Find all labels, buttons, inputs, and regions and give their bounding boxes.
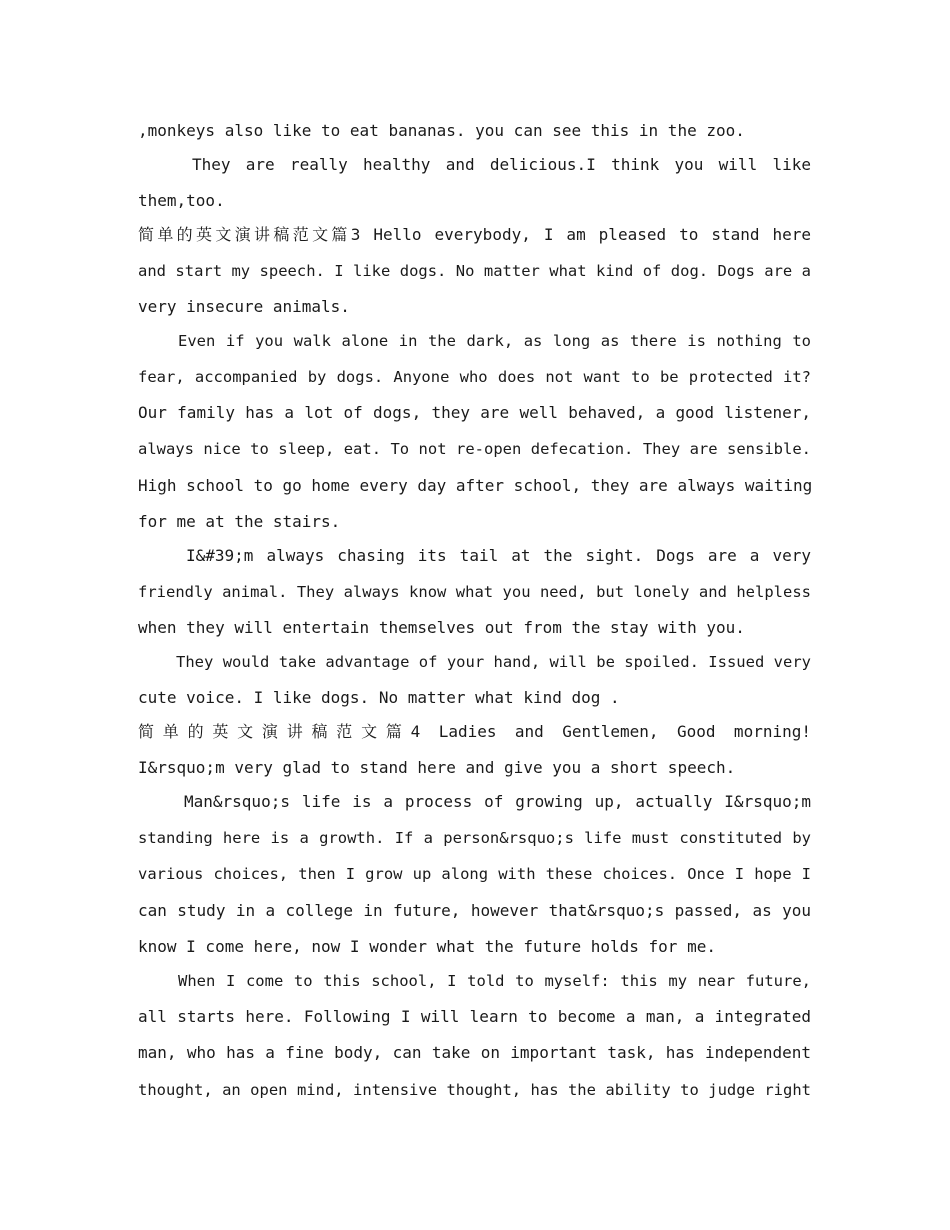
text-line: cute voice. I like dogs. No matter what kind dog . xyxy=(138,688,620,707)
text-line: They are really healthy and delicious.I think you will like xyxy=(192,155,811,174)
text-line: High school to go home every day after school, they are always waiting xyxy=(138,476,813,495)
text-line: When I come to this school, I told to myself: this my near future, xyxy=(178,972,811,990)
text-line: can study in a college in future, however that&rsquo;s passed, as you xyxy=(138,901,811,920)
text-line: Even if you walk alone in the dark, as long as there is nothing to xyxy=(178,332,811,350)
text-line: I&rsquo;m very glad to stand here and give you a short speech. xyxy=(138,758,736,777)
section-heading-line: 简单的英文演讲稿范文篇3 Hello everybody, I am pleased to stand here xyxy=(138,225,811,244)
text-line: standing here is a growth. If a person&rsquo;s life must constituted by xyxy=(138,829,811,847)
text-line: always nice to sleep, eat. To not re-open defecation. They are sensible. xyxy=(138,440,811,458)
text-line: for me at the stairs. xyxy=(138,512,341,531)
text-line: ,monkeys also like to eat bananas. you can see this in the zoo. xyxy=(138,121,745,140)
text-line: them,too. xyxy=(138,191,225,210)
text-line: and start my speech. I like dogs. No matter what kind of dog. Dogs are a xyxy=(138,262,811,280)
text-line: man, who has a fine body, can take on important task, has independent xyxy=(138,1043,811,1062)
text-line: various choices, then I grow up along with these choices. Once I hope I xyxy=(138,865,811,883)
text-line: They would take advantage of your hand, will be spoiled. Issued very xyxy=(176,653,811,671)
text-line: know I come here, now I wonder what the future holds for me. xyxy=(138,937,716,956)
text-line: I&#39;m always chasing its tail at the sight. Dogs are a very xyxy=(186,546,811,565)
text-line: all starts here. Following I will learn to become a man, a integrated xyxy=(138,1007,811,1026)
text-line: Man&rsquo;s life is a process of growing up, actually I&rsquo;m xyxy=(184,792,811,811)
text-line: Our family has a lot of dogs, they are well behaved, a good listener, xyxy=(138,403,811,422)
text-line: fear, accompanied by dogs. Anyone who does not want to be protected it? xyxy=(138,368,811,386)
text-line: thought, an open mind, intensive thought, has the ability to judge right xyxy=(138,1081,811,1099)
text-line: when they will entertain themselves out from the stay with you. xyxy=(138,618,745,637)
text-line: very insecure animals. xyxy=(138,297,350,316)
text-line: friendly animal. They always know what you need, but lonely and helpless xyxy=(138,583,811,601)
section-heading-line: 简单的英文演讲稿范文篇4 Ladies and Gentlemen, Good morning! xyxy=(138,722,811,741)
